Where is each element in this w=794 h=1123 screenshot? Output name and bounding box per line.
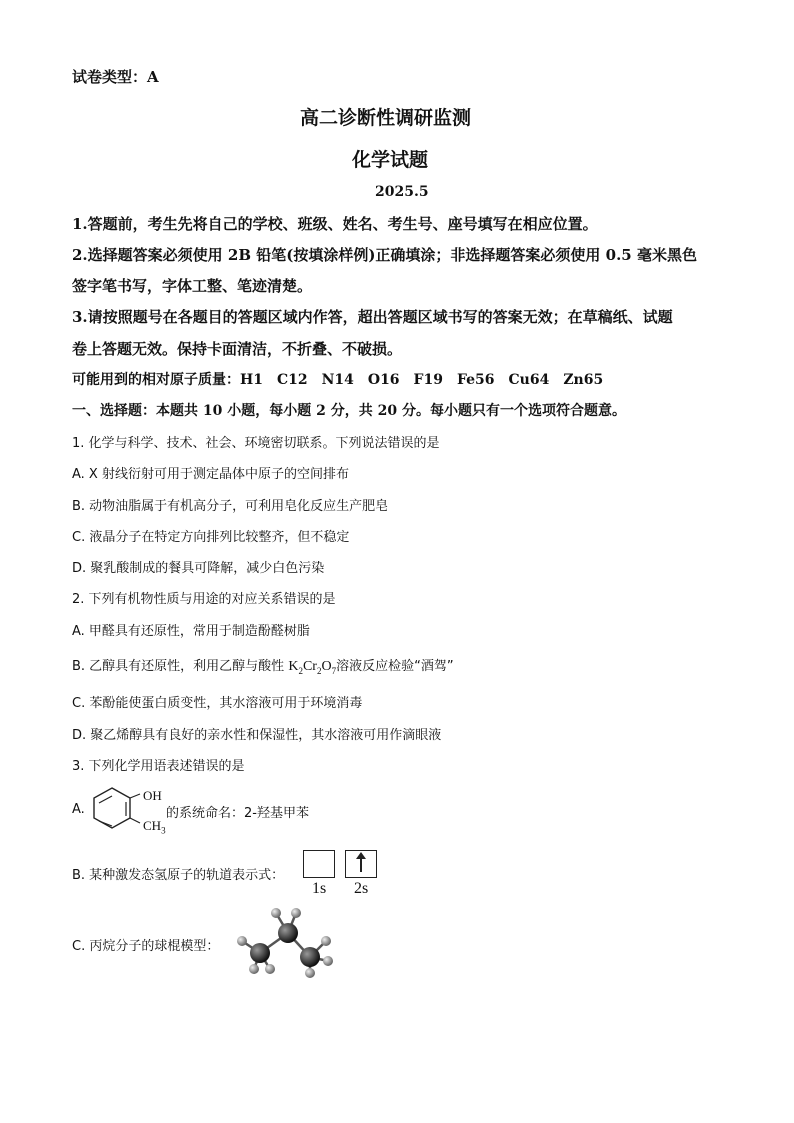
question-1-stem: 1. 化学与科学、技术、社会、环境密切联系。下列说法错误的是 [72,436,440,451]
hydroxyl-label: OH [143,788,162,803]
section-heading: 一、选择题：本题共 10 小题，每小题 2 分，共 20 分。每小题只有一个选项符合题意。 [72,403,626,419]
question-2-option-c: C. 苯酚能使蛋白质变性，其水溶液可用于环境消毒 [72,696,363,711]
instruction-line: 2.选择题答案必须使用 2B 铅笔(按填涂样例)正确填涂；非选择题答案必须使用 0.5 毫米黑色 [72,246,697,264]
question-2-option-a: A. 甲醛具有还原性，常用于制造酚醛树脂 [72,624,310,639]
question-2-option-d: D. 聚乙烯醇具有良好的亲水性和保湿性，其水溶液可用作滴眼液 [72,728,442,743]
orbital-1s-box [303,850,335,878]
question-1-option-c: C. 液晶分子在特定方向排列比较整齐，但不稳定 [72,530,350,545]
paper-type: 试卷类型：A [72,68,159,86]
question-1-option-b: B. 动物油脂属于有机高分子，可利用皂化反应生产肥皂 [72,499,389,514]
question-2-option-b [72,655,454,676]
question-3-option-a-text: 的系统命名：2-羟基甲苯 [166,806,309,821]
question-3-stem: 3. 下列化学用语表述错误的是 [72,759,245,774]
question-1-option-d: D. 聚乳酸制成的餐具可降解，减少白色污染 [72,561,325,576]
orbital-2s-box [345,850,377,878]
atomic-masses: 可能用到的相对原子质量：H1 C12 N14 O16 F19 Fe56 Cu64 Zn65 [72,372,604,388]
spin-up-arrow-icon [360,854,362,872]
question-3-option-b-text: B. 某种激发态氢原子的轨道表示式： [72,868,285,883]
orbital-1s-label: 1s [312,880,327,897]
instruction-line: 签字笔书写，字体工整、笔迹清楚。 [72,277,313,295]
option-b-text-post: 溶液反应检验“酒驾” [336,659,454,674]
dichromate-formula: $K_2Cr_2O_7$ [288,659,337,676]
instruction-line: 3.请按照题号在各题目的答题区域内作答，超出答题区域书写的答案无效；在草稿纸、试题 [72,308,673,326]
methyl-label: $CH_3$ [143,818,166,836]
option-b-text-pre: B. 乙醇具有还原性，利用乙醇与酸性 [72,659,285,674]
question-3-option-a-label: A. [72,802,85,817]
question-3-option-c-text: C. 丙烷分子的球棍模型： [72,939,220,954]
exam-title: 高二诊断性调研监测 [300,107,472,129]
question-2-stem: 2. 下列有机物性质与用途的对应关系错误的是 [72,592,336,607]
instruction-line: 卷上答题无效。保持卡面清洁，不折叠、不破损。 [72,340,403,358]
orbital-2s-label: 2s [354,880,369,897]
question-1-option-a: A. X 射线衍射可用于测定晶体中原子的空间排布 [72,467,349,482]
instruction-line: 1.答题前，考生先将自己的学校、班级、姓名、考生号、座号填写在相应位置。 [72,215,598,233]
propane-ball-stick-model [230,905,340,980]
exam-subject: 化学试题 [352,149,429,171]
exam-date: 2025.5 [375,184,429,200]
